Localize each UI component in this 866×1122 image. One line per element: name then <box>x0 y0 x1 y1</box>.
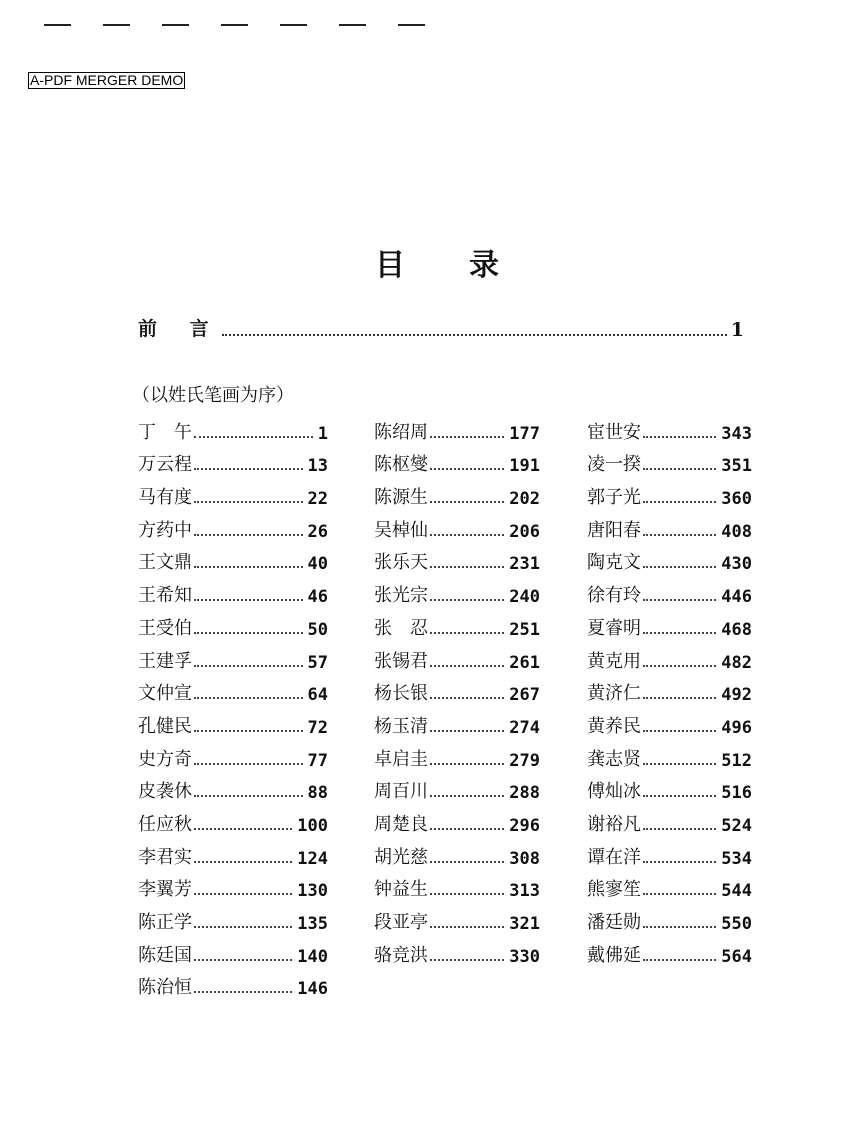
entry-page-number: 351 <box>721 456 752 477</box>
entry-page-number: 482 <box>721 652 752 673</box>
dot-leader <box>430 436 504 438</box>
title-char-1: 目 <box>375 248 405 283</box>
entry-page-number: 135 <box>297 914 328 934</box>
dot-leader <box>430 763 504 765</box>
toc-entry[interactable] <box>587 738 752 771</box>
toc-entry[interactable] <box>374 542 540 575</box>
entry-name: 李翼芳 <box>138 879 192 901</box>
entry-name: 潘廷勋 <box>587 912 641 933</box>
dot-leader <box>194 665 303 667</box>
entry-name: 张 忍 <box>374 617 428 639</box>
entry-page-number: 446 <box>721 587 752 608</box>
toc-entry[interactable] <box>374 934 540 967</box>
dot-leader <box>194 861 292 863</box>
toc-entry[interactable] <box>138 509 328 542</box>
entry-page-number: 524 <box>721 815 752 836</box>
toc-entry[interactable] <box>138 542 328 575</box>
toc-entry[interactable] <box>374 738 540 771</box>
entry-page-number: 492 <box>721 685 752 706</box>
toc-entry[interactable] <box>138 607 328 640</box>
entry-name: 万云程 <box>138 454 192 476</box>
entry-page-number: 191 <box>509 456 540 477</box>
entry-name: 凌一揆 <box>587 454 641 476</box>
entry-name: 陈源生 <box>374 487 428 509</box>
entry-page-number: 274 <box>509 717 540 738</box>
toc-entry[interactable] <box>587 444 752 477</box>
dot-leader <box>430 534 504 536</box>
toc-entry[interactable] <box>138 738 328 771</box>
toc-entry[interactable] <box>374 803 540 836</box>
entry-page-number: 177 <box>509 423 540 444</box>
dot-leader <box>430 468 504 470</box>
dot-leader <box>430 730 504 732</box>
dot-leader <box>194 599 303 601</box>
preface-entry[interactable] <box>138 313 744 341</box>
dot-leader <box>643 926 716 928</box>
entry-name: 陈廷国 <box>138 944 192 966</box>
toc-entry[interactable] <box>138 934 328 967</box>
dash-mark <box>221 24 248 26</box>
toc-entry[interactable] <box>587 869 752 902</box>
entry-page-number: 313 <box>509 881 540 902</box>
entry-name: 张锡君 <box>374 650 428 672</box>
toc-entry[interactable] <box>587 607 752 640</box>
dot-leader <box>643 501 716 503</box>
entry-name: 段亚亭 <box>374 912 428 933</box>
preface-label: 前 言 <box>138 318 222 340</box>
entry-page-number: 140 <box>297 946 328 967</box>
dot-leader <box>643 534 716 536</box>
entry-page-number: 279 <box>509 750 540 771</box>
entry-name: 丁 午 <box>138 421 192 443</box>
dot-leader <box>430 861 504 863</box>
toc-entry[interactable] <box>374 673 540 706</box>
toc-column-2 <box>374 411 540 967</box>
entry-page-number: 534 <box>721 848 752 869</box>
dot-leader <box>194 959 292 961</box>
dot-leader <box>222 334 727 336</box>
entry-name: 王建孚 <box>138 650 192 672</box>
entry-name: 钟益生 <box>374 879 428 901</box>
toc-entry[interactable] <box>587 934 752 967</box>
toc-entry[interactable] <box>138 901 328 934</box>
ordering-note: （以姓氏笔画为序） <box>132 385 294 406</box>
entry-name: 谭在洋 <box>587 846 641 868</box>
dot-leader <box>643 436 716 438</box>
dot-leader <box>643 795 716 797</box>
dot-leader <box>430 959 504 961</box>
entry-name: 王文鼎 <box>138 552 192 574</box>
toc-entry[interactable] <box>587 509 752 542</box>
page-title <box>375 240 499 284</box>
header-dash-marks <box>44 24 444 26</box>
entry-page-number: 64 <box>307 685 328 706</box>
entry-page-number: 130 <box>297 881 328 902</box>
entry-page-number: 360 <box>721 489 752 510</box>
entry-page-number: 343 <box>721 423 752 444</box>
dot-leader <box>643 763 716 765</box>
entry-name: 卓启圭 <box>374 748 428 770</box>
dash-mark <box>339 24 366 26</box>
toc-entry[interactable] <box>374 509 540 542</box>
entry-page-number: 468 <box>721 619 752 640</box>
toc-entry[interactable] <box>374 476 540 509</box>
toc-entry[interactable] <box>587 574 752 607</box>
toc-entry[interactable] <box>374 771 540 804</box>
entry-name: 王受伯 <box>138 617 192 639</box>
dot-leader <box>430 566 504 568</box>
dash-mark <box>398 24 425 26</box>
entry-page-number: 50 <box>307 619 328 640</box>
title-char-2: 录 <box>469 248 499 283</box>
toc-entry[interactable] <box>374 411 540 444</box>
entry-page-number: 496 <box>721 717 752 738</box>
entry-name: 郭子光 <box>587 487 641 509</box>
dot-leader <box>430 599 504 601</box>
entry-page-number: 22 <box>307 489 328 510</box>
toc-column-1 <box>138 411 328 999</box>
dot-leader <box>194 828 292 830</box>
entry-name: 孔健民 <box>138 715 192 737</box>
dot-leader <box>643 861 716 863</box>
entry-name: 夏睿明 <box>587 617 641 639</box>
dot-leader <box>643 566 716 568</box>
toc-column-3 <box>587 411 752 967</box>
toc-entry[interactable] <box>587 771 752 804</box>
dot-leader <box>430 828 504 830</box>
entry-page-number: 202 <box>509 489 540 510</box>
dot-leader <box>194 468 303 470</box>
dot-leader <box>194 534 303 536</box>
dot-leader <box>194 795 303 797</box>
dot-leader <box>643 697 716 699</box>
toc-entry[interactable] <box>587 640 752 673</box>
dot-leader <box>430 795 504 797</box>
dot-leader <box>643 893 716 895</box>
toc-entry[interactable] <box>587 901 752 934</box>
dot-leader <box>194 926 292 928</box>
entry-name: 戴佛延 <box>587 944 641 966</box>
toc-entry[interactable] <box>138 803 328 836</box>
entry-page-number: 296 <box>509 815 540 836</box>
entry-page-number: 46 <box>307 587 328 608</box>
toc-entry[interactable] <box>138 411 328 444</box>
entry-name: 谢裕凡 <box>587 813 641 835</box>
entry-name: 皮袭休 <box>138 781 192 803</box>
entry-name: 徐有玲 <box>587 585 641 607</box>
entry-page-number: 330 <box>509 946 540 967</box>
toc-entry[interactable] <box>374 836 540 869</box>
entry-page-number: 146 <box>297 979 328 1000</box>
entry-name: 周百川 <box>374 781 428 803</box>
entry-name: 傅灿冰 <box>587 781 641 803</box>
dash-mark <box>162 24 189 26</box>
toc-entry[interactable] <box>587 705 752 738</box>
toc-entry[interactable] <box>138 476 328 509</box>
entry-page-number: 13 <box>307 456 328 477</box>
toc-entry[interactable] <box>138 640 328 673</box>
entry-page-number: 261 <box>509 652 540 673</box>
toc-entry[interactable] <box>138 705 328 738</box>
toc-entry[interactable] <box>138 444 328 477</box>
entry-page-number: 72 <box>307 717 328 738</box>
toc-entry[interactable] <box>138 673 328 706</box>
dot-leader <box>643 959 716 961</box>
entry-page-number: 430 <box>721 554 752 575</box>
entry-page-number: 251 <box>509 619 540 640</box>
toc-entry[interactable] <box>587 542 752 575</box>
dot-leader <box>430 926 504 928</box>
entry-page-number: 57 <box>307 652 328 673</box>
dot-leader <box>430 697 504 699</box>
demo-watermark: A-PDF MERGER DEMO <box>30 72 184 88</box>
dot-leader <box>194 436 313 438</box>
dash-mark <box>103 24 130 26</box>
entry-page-number: 544 <box>721 881 752 902</box>
entry-page-number: 267 <box>509 685 540 706</box>
entry-page-number: 408 <box>721 521 752 542</box>
toc-entry[interactable] <box>138 574 328 607</box>
entry-name: 杨长银 <box>374 683 428 705</box>
dot-leader <box>643 665 716 667</box>
dot-leader <box>430 632 504 634</box>
entry-name: 黄养民 <box>587 715 641 737</box>
entry-page-number: 124 <box>297 848 328 869</box>
entry-name: 陈治恒 <box>138 977 192 999</box>
dot-leader <box>643 468 716 470</box>
entry-page-number: 564 <box>721 946 752 967</box>
dot-leader <box>194 991 292 993</box>
toc-entry[interactable] <box>374 869 540 902</box>
dot-leader <box>194 763 303 765</box>
entry-name: 文仲宣 <box>138 683 192 705</box>
dot-leader <box>643 632 716 634</box>
entry-name: 熊寥笙 <box>587 879 641 901</box>
entry-name: 马有度 <box>138 487 192 509</box>
entry-name: 史方奇 <box>138 748 192 770</box>
entry-name: 吴棹仙 <box>374 519 428 541</box>
toc-entry[interactable] <box>587 411 752 444</box>
entry-name: 黄克用 <box>587 650 641 672</box>
entry-name: 胡光慈 <box>374 846 428 868</box>
toc-entry[interactable] <box>587 673 752 706</box>
entry-page-number: 231 <box>509 554 540 575</box>
entry-page-number: 100 <box>297 815 328 836</box>
entry-name: 周楚良 <box>374 813 428 835</box>
entry-name: 任应秋 <box>138 813 192 835</box>
entry-name: 王希知 <box>138 585 192 607</box>
entry-page-number: 516 <box>721 783 752 804</box>
dash-mark <box>280 24 307 26</box>
toc-entry[interactable] <box>138 836 328 869</box>
toc-entry[interactable] <box>374 901 540 934</box>
dot-leader <box>194 893 292 895</box>
entry-page-number: 88 <box>307 783 328 804</box>
dot-leader <box>430 665 504 667</box>
entry-name: 方药中 <box>138 519 192 541</box>
toc-entry[interactable] <box>138 967 328 1000</box>
entry-page-number: 308 <box>509 848 540 869</box>
entry-name: 唐阳春 <box>587 519 641 541</box>
entry-name: 陈枢燮 <box>374 454 428 476</box>
toc-entry[interactable] <box>374 444 540 477</box>
entry-name: 骆竞洪 <box>374 944 428 966</box>
entry-name: 陶克文 <box>587 552 641 574</box>
toc-entry[interactable] <box>138 771 328 804</box>
entry-page-number: 206 <box>509 521 540 542</box>
entry-page-number: 77 <box>307 750 328 771</box>
toc-entry[interactable] <box>374 705 540 738</box>
entry-page-number: 40 <box>307 554 328 575</box>
entry-page-number: 1 <box>317 423 328 444</box>
dot-leader <box>194 566 303 568</box>
entry-page-number: 288 <box>509 783 540 804</box>
toc-entry[interactable] <box>587 803 752 836</box>
entry-name: 杨玉清 <box>374 715 428 737</box>
entry-page-number: 512 <box>721 750 752 771</box>
entry-page-number: 26 <box>307 521 328 542</box>
entry-name: 宦世安 <box>587 421 641 443</box>
toc-entry[interactable] <box>374 640 540 673</box>
entry-name: 张乐天 <box>374 552 428 574</box>
dot-leader <box>643 828 716 830</box>
dot-leader <box>194 501 303 503</box>
entry-name: 陈绍周 <box>374 421 428 443</box>
entry-name: 李君实 <box>138 846 192 868</box>
dot-leader <box>643 599 716 601</box>
toc-entry[interactable] <box>374 607 540 640</box>
entry-page-number: 240 <box>509 587 540 608</box>
preface-page: 1 <box>730 319 744 341</box>
entry-name: 张光宗 <box>374 585 428 607</box>
dot-leader <box>194 697 303 699</box>
toc-entry[interactable] <box>587 836 752 869</box>
dot-leader <box>194 730 303 732</box>
entry-page-number: 321 <box>509 914 540 934</box>
dot-leader <box>194 632 303 634</box>
toc-entry[interactable] <box>587 476 752 509</box>
toc-entry[interactable] <box>138 869 328 902</box>
toc-entry[interactable] <box>374 574 540 607</box>
dot-leader <box>430 501 504 503</box>
entry-name: 龚志贤 <box>587 748 641 770</box>
dot-leader <box>430 893 504 895</box>
entry-name: 黄济仁 <box>587 683 641 705</box>
entry-page-number: 550 <box>721 914 752 934</box>
dash-mark <box>44 24 71 26</box>
entry-name: 陈正学 <box>138 912 192 933</box>
dot-leader <box>643 730 716 732</box>
